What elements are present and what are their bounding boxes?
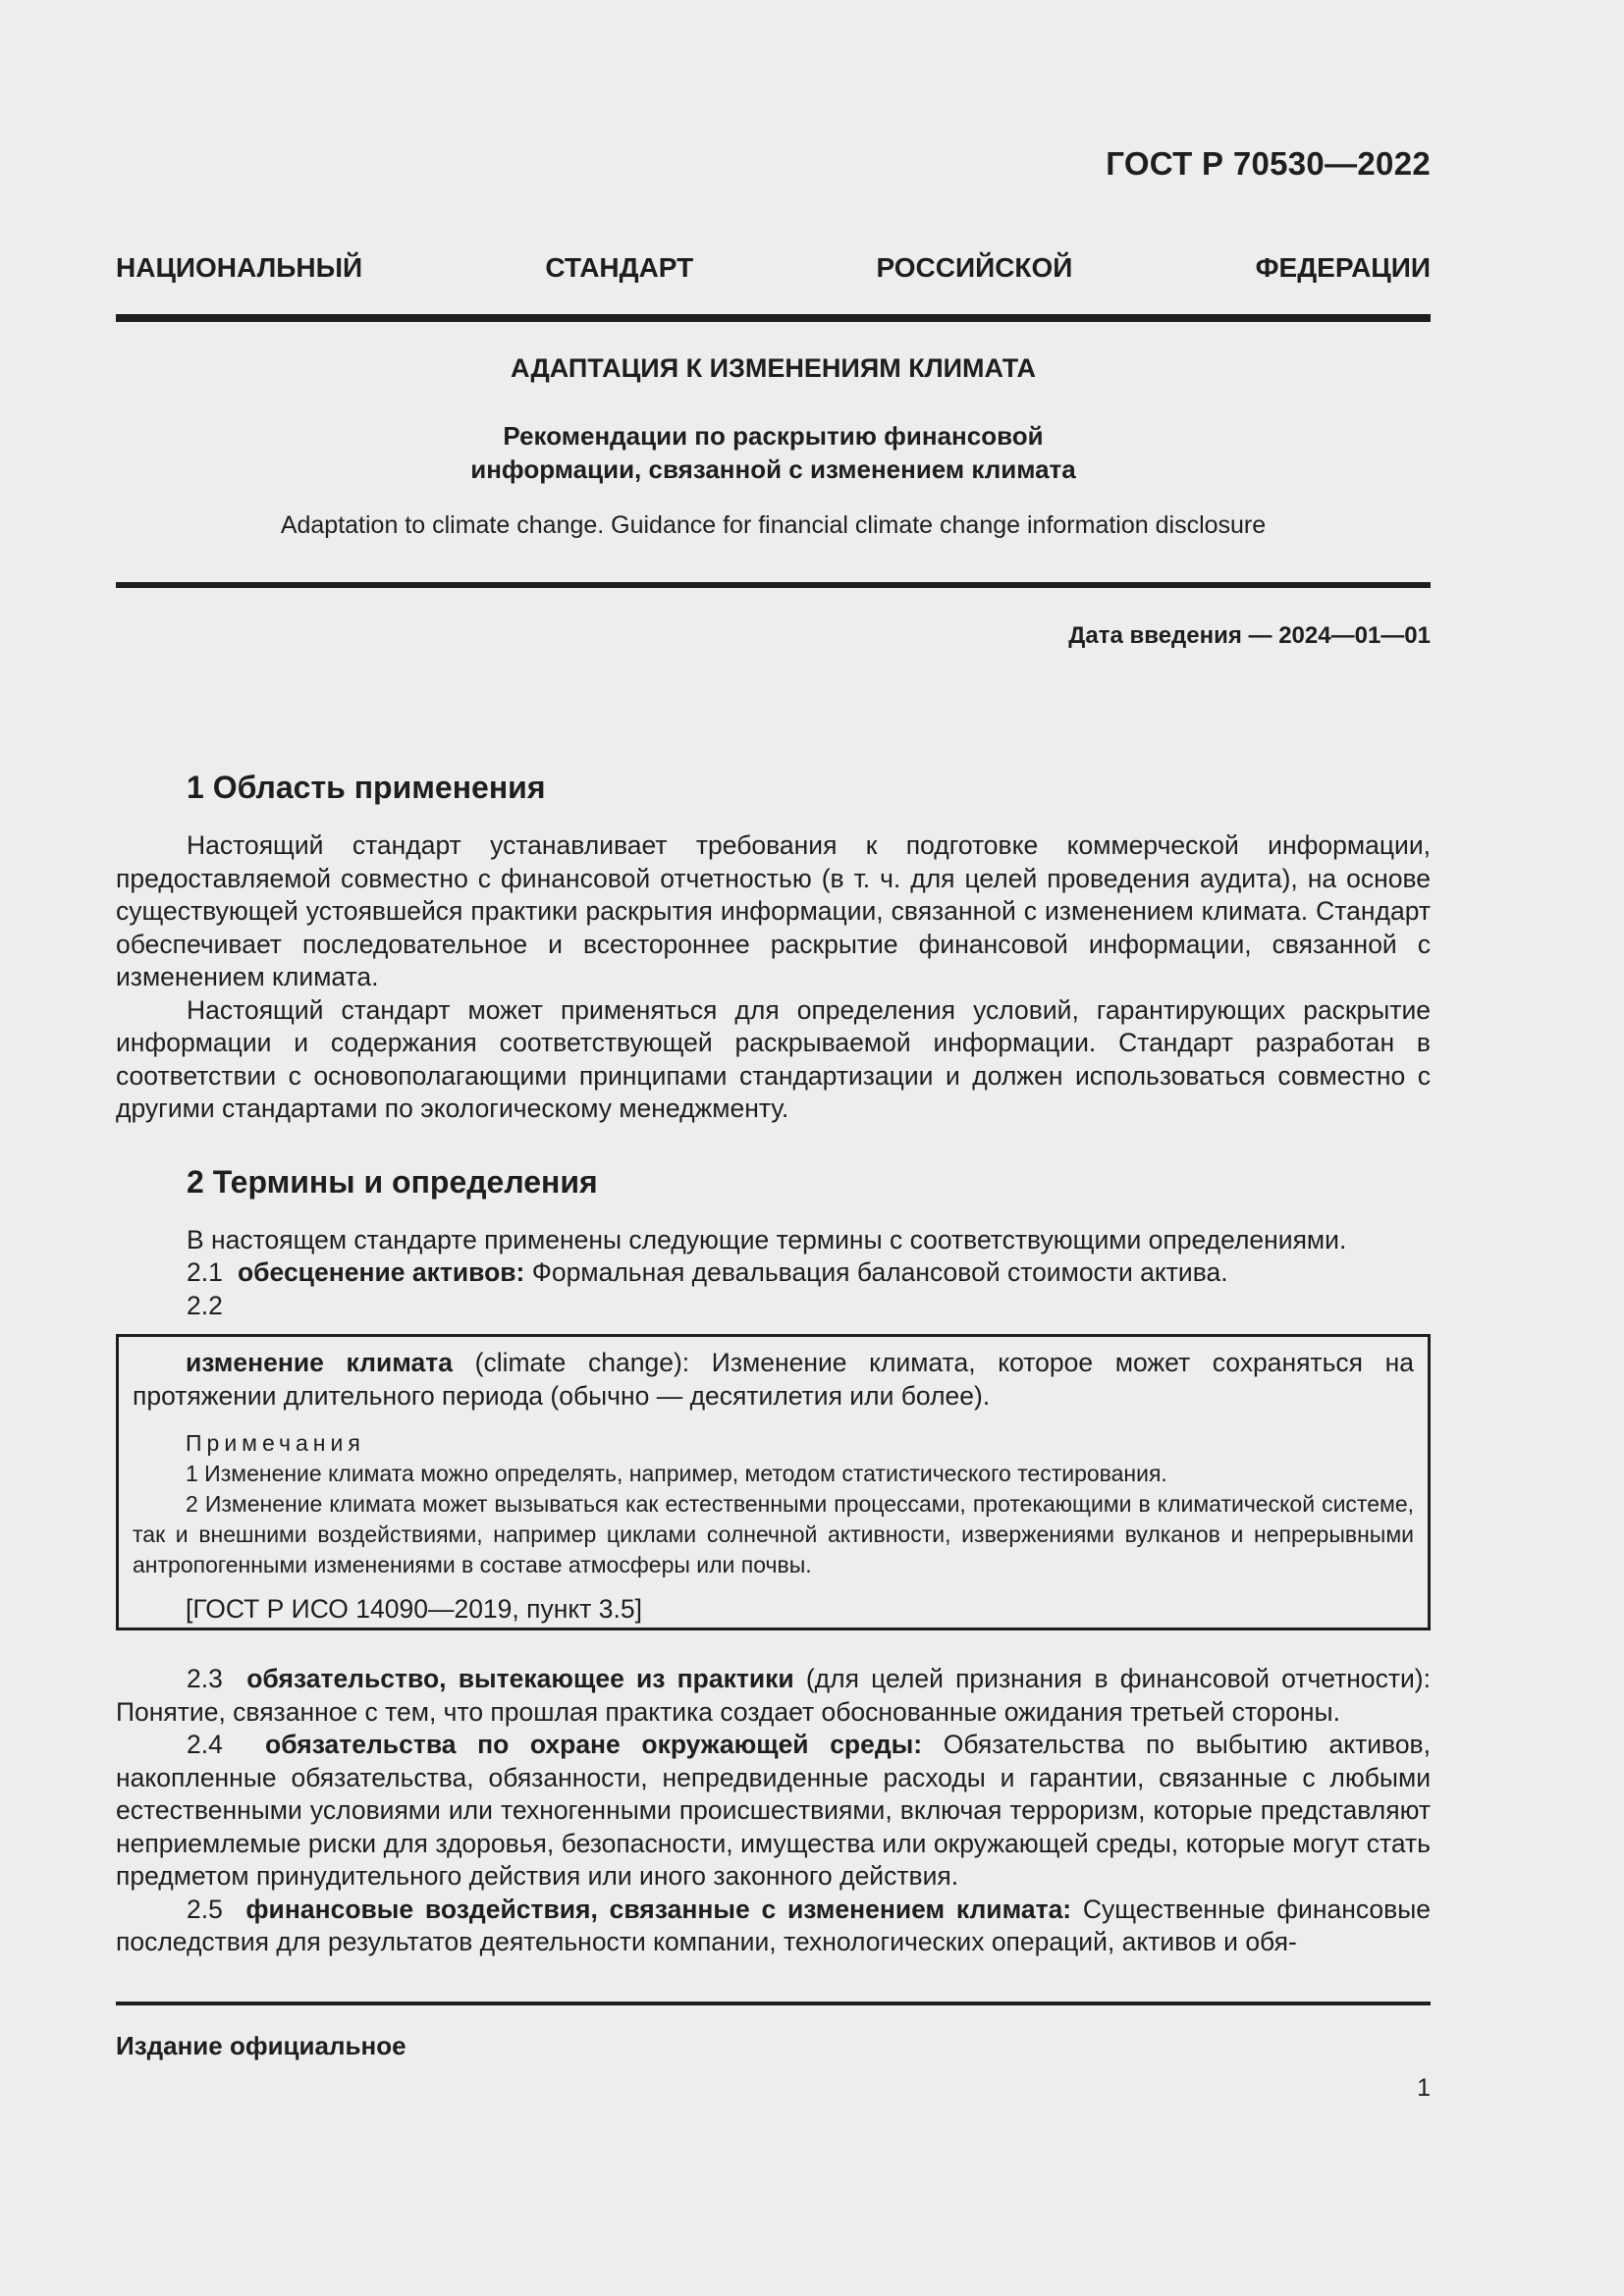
- standard-id: ГОСТ Р 70530—2022: [1106, 145, 1431, 182]
- term-name: обязательство, вытекающее из практики: [246, 1664, 794, 1693]
- header-rule: [116, 314, 1431, 322]
- term-number: 2.5: [187, 1894, 223, 1924]
- term-definition: Обязательства по выбытию активов, накопленные обязательства, обязанности, непредвиденные расходы и гарантии, связанные с любыми естественными условиями или техногенными происшествиями, включая терроризм, которые представляют неприемлемые риски для здоровья, безопасности, имущества или окружающей среды, которые могут стать предметом принудительного действия или иного законного действия.: [116, 1730, 1432, 1891]
- term-2-2-definition: [133, 1347, 1414, 1413]
- official-edition-label: Издание официальное: [116, 2031, 406, 2060]
- title-rule: [116, 582, 1431, 588]
- term-number: 2.4: [187, 1730, 223, 1759]
- term-2-5: [116, 1894, 1431, 1959]
- term-2-4: [116, 1729, 1431, 1894]
- term-definition: Формальная девальвация балансовой стоимости актива.: [524, 1257, 1228, 1287]
- source-reference: [ГОСТ Р ИСО 14090—2019, пункт 3.5]: [186, 1594, 642, 1624]
- term-number: 2.3: [187, 1664, 223, 1693]
- term-definition: Изменение климата, которое может сохраняться на протяжении длительного периода (обычно — десятилетия или более).: [133, 1348, 1414, 1411]
- notes-heading: Примечания: [186, 1430, 365, 1456]
- term-name: изменение климата: [186, 1348, 453, 1377]
- english-title: Adaptation to climate change. Guidance for financial climate change information disclosure: [280, 511, 1267, 539]
- document-title: АДАПТАЦИЯ К ИЗМЕНЕНИЯМ КЛИМАТА: [511, 353, 1036, 383]
- section-1-paragraph: Настоящий стандарт может применяться для определения условий, гарантирующих раскрытие информации и содержания соответствующей раскрываемой информации. Стандарт разработан в соответствии с основополагающими принципами стандартизации и должен использоваться совместно с другими стандартами по экологическому менеджменту.: [116, 994, 1431, 1123]
- term-number: 2.1: [187, 1257, 223, 1287]
- document-subtitle: [116, 419, 1431, 486]
- date-of-introduction: Дата введения — 2024—01—01: [1068, 622, 1431, 649]
- term-name: обязательства по охране окружающей среды:: [265, 1730, 923, 1759]
- term-2-1: [187, 1256, 1228, 1290]
- section-2-intro: В настоящем стандарте применены следующие термины с соответствующими определениями.: [187, 1225, 1347, 1255]
- page-number: 1: [1417, 2074, 1431, 2102]
- note-item: 2 Изменение климата может вызываться как естественными процессами, протекающими в климатической системе, так и внешними воздействиями, например циклами солнечной активности, извержениями вулканов и непрерывными антропогенными изменениями в составе атмосферы или почвы.: [133, 1491, 1414, 1577]
- term-name: финансовые воздействия, связанные с изменением климата:: [245, 1894, 1072, 1924]
- term-name: обесценение активов:: [238, 1257, 525, 1287]
- term-english: (climate change):: [452, 1348, 712, 1377]
- subtitle-line-2: информации, связанной с изменением климата: [470, 454, 1076, 484]
- section-1-body: [116, 829, 1431, 1126]
- term-2-2-number: 2.2: [187, 1291, 223, 1320]
- national-standard-banner: НАЦИОНАЛЬНЫЙ СТАНДАРТ РОССИЙСКОЙ ФЕДЕРАЦИИ: [116, 252, 1431, 283]
- terms-continued: [116, 1663, 1431, 1959]
- term-2-2-box: [116, 1334, 1431, 1630]
- section-1-paragraph: Настоящий стандарт устанавливает требования к подготовке коммерческой информации, предоставляемой совместно с финансовой отчетностью (в т. ч. для целей проведения аудита), на основе существующей устоявшейся практики раскрытия информации, связанной с изменением климата. Стандарт обеспечивает последовательное и всестороннее раскрытие финансовой информации, связанной с изменением климата.: [116, 830, 1431, 991]
- note-item: 1 Изменение климата можно определять, например, методом статистического тестирования.: [186, 1461, 1167, 1486]
- term-2-3: [116, 1663, 1431, 1729]
- notes-list: [133, 1459, 1414, 1580]
- term-definition: (для целей признания в финансовой отчетности): Понятие, связанное с тем, что прошлая практика создает обоснованные ожидания третьей стороны.: [116, 1664, 1431, 1727]
- section-1-heading: 1 Область применения: [187, 770, 546, 805]
- term-definition: Существенные финансовые последствия для результатов деятельности компании, технологических операций, активов и обя-: [116, 1894, 1432, 1956]
- footer-rule: [116, 2002, 1431, 2005]
- subtitle-line-1: Рекомендации по раскрытию финансовой: [503, 421, 1044, 451]
- section-2-heading: 2 Термины и определения: [187, 1164, 598, 1200]
